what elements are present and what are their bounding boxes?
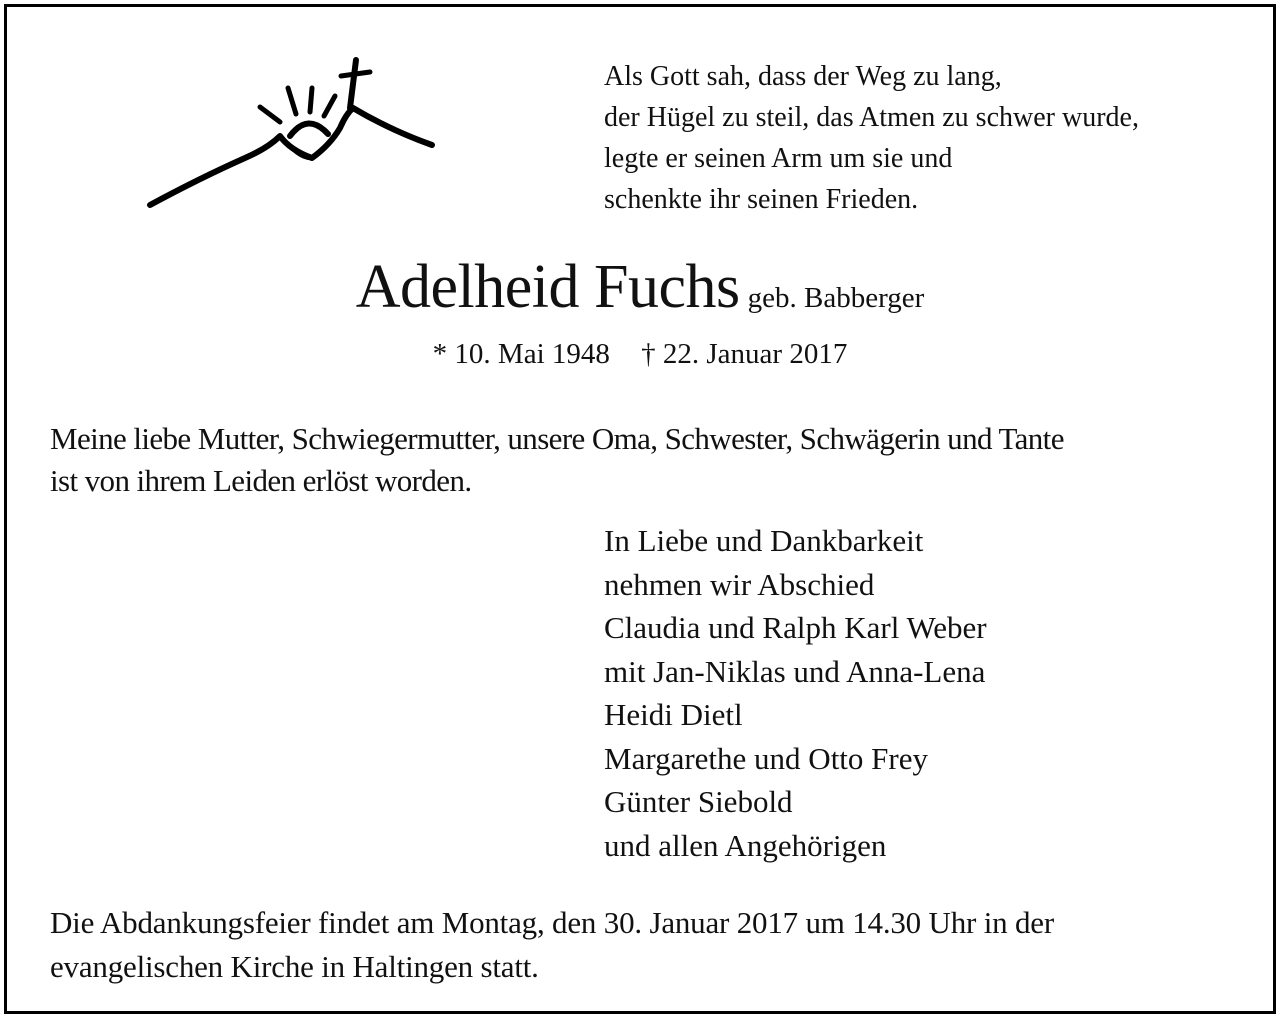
mourner-line: nehmen wir Abschied [604,566,875,602]
ceremony-line: Die Abdankungsfeier findet am Montag, den 30. Januar 2017 um 14.30 Uhr in der [50,905,1054,940]
poem [604,56,1139,220]
poem-line: der Hügel zu steil, das Atmen zu schwer wurde, [604,102,1139,133]
poem-line: Als Gott sah, dass der Weg zu lang, [604,61,1002,92]
mourner-line: mit Jan-Niklas und Anna-Lena [604,653,986,689]
mourner-line: Claudia und Ralph Karl Weber [604,610,987,645]
birth-date: * 10. Mai 1948 [432,338,610,370]
death-date: † 22. Januar 2017 [641,338,848,370]
deceased-name: Adelheid Fuchs [355,253,740,321]
poem-line: schenkte ihr seinen Frieden. [604,184,919,215]
ceremony-line: evangelischen Kirche in Haltingen statt. [50,949,539,984]
mourner-line: und allen Angehörigen [604,827,887,863]
funeral-ceremony-info [50,901,1054,989]
mourner-line: Margarethe und Otto Frey [604,740,928,776]
notice-line: Meine liebe Mutter, Schwiegermutter, unsere Oma, Schwester, Schwägerin und Tante [50,421,1064,456]
mountain-cross-sun-icon [140,50,445,215]
notice-line: ist von ihrem Leiden erlöst worden. [50,463,472,498]
mourner-line: Heidi Dietl [604,697,743,732]
poem-line: legte er seinen Arm um sie und [604,143,953,174]
mourners-list [604,519,987,867]
mourner-line: Günter Siebold [604,784,793,819]
mourner-line: In Liebe und Dankbarkeit [604,523,924,558]
death-notice [50,418,1240,502]
maiden-name: geb. Babberger [747,282,925,314]
life-dates [0,338,1280,371]
deceased-name-line [0,252,1280,323]
